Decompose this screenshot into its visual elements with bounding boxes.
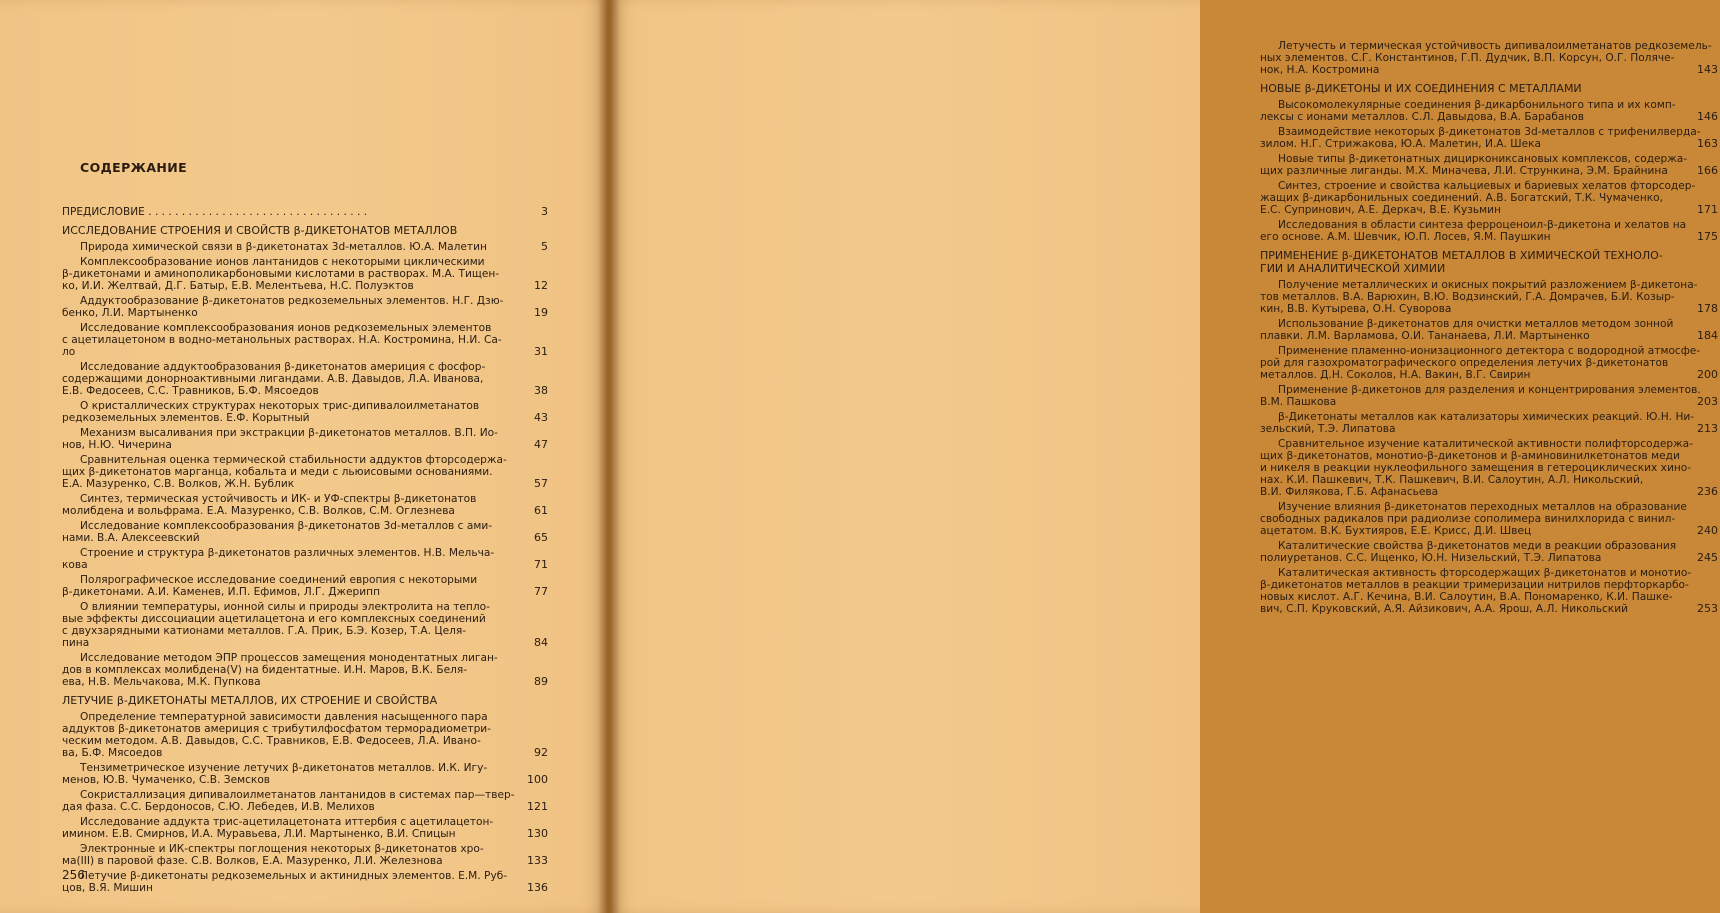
toc-right [1260,40,1720,618]
toc-entry [62,870,550,894]
toc-entry-line: Каталитическая активность фторсодержащих β-дикетонатов и монотио- [1278,567,1692,579]
toc-entry-line: В.М. Пашкова [1260,396,1337,408]
toc-entry-text [1260,126,1701,150]
toc-entry [62,241,550,253]
toc-entry-line: дая фаза. С.С. Бердоносов, С.Ю. Лебедев, И.В. Мелихов [62,801,375,813]
toc-entry-line: вые эффекты диссоциации ацетилацетона и его комплексных соединений [62,613,486,625]
toc-entry-line: нах. К.И. Пашкевич, Т.К. Пашкевич, В.И. Салоутин, А.Л. Никольский, [1260,474,1644,486]
toc-entry-line: зельский, Т.Э. Липатова [1260,423,1396,435]
toc-entry-line: β-дикетонами. А.И. Каменев, И.П. Ефимов, Л.Г. Джерипп [62,586,381,598]
toc-entry-line: Сравнительное изучение каталитической активности полифторсодержа- [1278,438,1693,450]
toc-entry-line: вич, С.П. Круковский, А.Я. Айзикович, А.А. Ярош, А.Л. Никольский [1260,603,1628,615]
toc-entry [1260,279,1720,315]
toc-entry-page: 65 [534,531,548,544]
toc-entry-line: Е.А. Мазуренко, С.В. Волков, Ж.Н. Бублик [62,478,295,490]
toc-entry-text [62,322,508,358]
toc-entry [1260,219,1720,243]
toc-entry-page: 166 [1697,164,1718,177]
toc-entry-text [1260,99,1678,123]
toc-entry-text [1260,384,1701,408]
toc-entry-line: Летучесть и термическая устойчивость дипивалоилметанатов редкоземель- [1278,40,1712,52]
toc-entry [1260,384,1720,408]
toc-entry [62,652,550,688]
toc-entry-text [62,762,508,786]
toc-entry [62,816,550,840]
toc-entry-page: 121 [527,800,548,813]
toc-entry-page: 3 [541,205,548,218]
toc-entry-line: Синтез, строение и свойства кальциевых и бариевых хелатов фторсодер- [1278,180,1696,192]
toc-entry-line: Природа химической связи в β-дикетонатах 3d-металлов. Ю.А. Малетин [80,241,487,253]
toc-entry-line: О влиянии температуры, ионной силы и природы электролита на тепло- [80,601,490,613]
toc-entry-line: имином. Е.В. Смирнов, И.А. Муравьева, Л.И. Мартыненко, В.И. Спицын [62,828,456,840]
toc-entry [62,789,550,813]
toc-entry-line: менов, Ю.В. Чумаченко, С.В. Земсков [62,774,271,786]
toc-entry-line: нов, Н.Ю. Чичерина [62,439,172,451]
toc-entry-line: Аддуктообразование β-дикетонатов редкоземельных элементов. Н.Г. Дзю- [80,295,504,307]
toc-entry-line: ацетатом. В.К. Бухтияров, Е.Е. Крисс, Д.И. Швец [1260,525,1532,537]
toc-entry-line: Исследование аддуктообразования β-дикетонатов америция с фосфор- [80,361,486,373]
section-heading [62,224,550,237]
toc-entry-line: Сокристаллизация дипивалоилметанатов лантанидов в системах пар—твер- [80,789,515,801]
toc-entry-line: плавки. Л.М. Варламова, О.И. Тананаева, Л.И. Мартыненко [1260,330,1590,342]
toc-entry-line: дов в комплексах молибдена(V) на бидентатные. И.Н. Маров, В.К. Беля- [62,664,468,676]
toc-entry-line: ческим методом. А.В. Давыдов, С.С. Травников, Е.В. Федосеев, Л.А. Ивано- [62,735,481,747]
section-heading [1260,249,1720,275]
toc-entry [62,256,550,292]
toc-entry-line: нами. В.А. Алексеевский [62,532,200,544]
toc-entry-line: В.И. Филякова, Г.Б. Афанасьева [1260,486,1439,498]
toc-entry-line: Комплексообразование ионов лантанидов с некоторыми циклическими [80,256,485,268]
toc-entry-page: 200 [1697,368,1718,381]
toc-entry-line: полиуретанов. С.С. Ищенко, Ю.Н. Низельский, Т.Э. Липатова [1260,552,1602,564]
toc-entry-line: Исследование комплексообразования β-дикетонатов 3d-металлов с ами- [80,520,493,532]
toc-entry-text [1260,438,1693,498]
toc-entry-page: 5 [541,240,548,253]
toc-entry-page: 43 [534,411,548,424]
toc-entry-text [62,295,508,319]
toc-entry-line: ва, Б.Ф. Мясоедов [62,747,163,759]
toc-entry-line: жащих β-дикарбонильных соединений. А.В. Богатский, Т.К. Чумаченко, [1260,192,1664,204]
toc-entry-page: 213 [1697,422,1718,435]
toc-entry-line: Получение металлических и окисных покрытий разложением β-дикетона- [1278,279,1698,291]
toc-entry-line: Механизм высаливания при экстракции β-дикетонатов металлов. В.П. Ио- [80,427,498,439]
toc-entry-line: ева, Н.В. Мельчакова, М.К. Пупкова [62,676,261,688]
toc-entry-text [1260,153,1688,177]
toc-entry [62,520,550,544]
toc-entry-text [62,256,508,292]
toc-entry-page: 146 [1697,110,1718,123]
toc-entry-text [62,520,508,544]
toc-entry-line: ных элементов. С.Г. Константинов, Г.П. Дудчик, В.П. Корсун, О.Г. Поляче- [1260,52,1675,64]
toc-entry-page: 100 [527,773,548,786]
toc-entry [62,762,550,786]
toc-entry [1260,438,1720,498]
toc-entry [1260,153,1720,177]
toc-entry-page: 84 [534,636,548,649]
section-heading [62,694,550,707]
toc-entry-line: Новые типы β-дикетонатных дициркониксановых комплексов, содержа- [1278,153,1688,165]
toc-entry-line: тов металлов. В.А. Варюхин, В.Ю. Водзинский, Г.А. Домрачев, Б.И. Козыр- [1260,291,1675,303]
page-number: 256 [62,868,85,882]
toc-entry-line: новых кислот. А.Г. Кечина, В.И. Салоутин, В.А. Пономаренко, К.И. Пашке- [1260,591,1673,603]
toc-entry-page: 240 [1697,524,1718,537]
section-title: ГИИ И АНАЛИТИЧЕСКОЙ ХИМИИ [1260,262,1446,275]
toc-entry-text [62,789,515,813]
toc-entry-text [62,711,508,759]
toc-entry-line: молибдена и вольфрама. Е.А. Мазуренко, С.В. Волков, С.М. Оглезнева [62,505,455,517]
toc-entry-line: рой для газохроматографического определения летучих β-дикетонатов [1260,357,1669,369]
section-title: ПРИМЕНЕНИЕ β-ДИКЕТОНАТОВ МЕТАЛЛОВ В ХИМИЧЕСКОЙ ТЕХНОЛО- [1260,249,1663,262]
toc-entry-text [1260,501,1687,537]
toc-entry-page: 171 [1697,203,1718,216]
toc-entry-text [1260,567,1692,615]
toc-entry-preface [62,206,550,218]
toc-entry-page: 143 [1697,63,1718,76]
toc-entry-line: Исследования в области синтеза ферроценоил-β-дикетона и хелатов на [1278,219,1687,231]
toc-entry [62,547,550,571]
toc-entry [1260,40,1720,76]
toc-entry [62,427,550,451]
toc-entry-line: нок, Н.А. Костромина [1260,64,1380,76]
toc-entry-text [1260,345,1701,381]
toc-entry-line: зилом. Н.Г. Стрижакова, Ю.А. Малетин, И.А. Шека [1260,138,1542,150]
contents-heading: СОДЕРЖАНИЕ [80,160,188,175]
toc-entry-page: 175 [1697,230,1718,243]
toc-left [62,206,550,897]
section-title: ЛЕТУЧИЕ β-ДИКЕТОНАТЫ МЕТАЛЛОВ, ИХ СТРОЕНИЕ И СВОЙСТВА [62,694,438,707]
toc-entry [62,574,550,598]
toc-entry-line: Каталитические свойства β-дикетонатов меди в реакции образования [1278,540,1677,552]
toc-entry-text [1260,540,1678,564]
toc-entry-line: Исследование комплексообразования ионов редкоземельных элементов [80,322,492,334]
toc-entry [62,295,550,319]
section-title: ИССЛЕДОВАНИЕ СТРОЕНИЯ И СВОЙСТВ β-ДИКЕТОНАТОВ МЕТАЛЛОВ [62,224,458,237]
toc-entry-text [62,870,508,894]
toc-entry-page: 92 [534,746,548,759]
right-page [612,0,1718,913]
toc-entry-line: Тензиметрическое изучение летучих β-дикетонатов металлов. И.К. Игу- [80,762,488,774]
toc-entry [62,400,550,424]
toc-entry-line: ма(III) в паровой фазе. С.В. Волков, Е.А. Мазуренко, Л.И. Железнова [62,855,443,867]
toc-entry-page: 133 [527,854,548,867]
toc-entry-line: Е.С. Супринович, А.Е. Деркач, В.Е. Кузьмин [1260,204,1501,216]
toc-entry-line: кин, В.В. Кутырева, О.Н. Суворова [1260,303,1452,315]
toc-entry-line: кова [62,559,88,571]
toc-entry-text [62,493,508,517]
toc-entry-line: ПРЕДИСЛОВИЕ . . . . . . . . . . . . . . . . . . . . . . . . . . . . . . . . . [62,206,368,218]
toc-entry-line: и никеля в реакции нуклеофильного замещения в гетероциклических хино- [1260,462,1692,474]
toc-entry-line: аддуктов β-дикетонатов америция с трибутилфосфатом терморадиометри- [62,723,491,735]
toc-entry-page: 47 [534,438,548,451]
toc-entry-text [1260,219,1687,243]
toc-entry-page: 61 [534,504,548,517]
toc-entry-line: щих различные лиганды. М.Х. Миначева, Л.И. Стрункина, Э.М. Брайнина [1260,165,1668,177]
toc-entry-line: ло [62,346,76,358]
toc-entry-line: Сравнительная оценка термической стабильности аддуктов фторсодержа- [80,454,507,466]
toc-entry-line: Е.В. Федосеев, С.С. Травников, Б.Ф. Мясоедов [62,385,319,397]
toc-entry-line: бенко, Л.И. Мартыненко [62,307,198,319]
toc-entry-line: Синтез, термическая устойчивость и ИК- и УФ-спектры β-дикетонатов [80,493,477,505]
toc-entry-line: Электронные и ИК-спектры поглощения некоторых β-дикетонатов хро- [80,843,484,855]
toc-entry-page: 71 [534,558,548,571]
toc-entry-line: Летучие β-дикетонаты редкоземельных и актинидных элементов. Е.М. Руб- [80,870,508,882]
toc-entry-line: Высокомолекулярные соединения β-дикарбонильного типа и их комп- [1278,99,1676,111]
toc-entry-line: Использование β-дикетонатов для очистки металлов методом зонной [1278,318,1674,330]
toc-entry [1260,180,1720,216]
toc-entry-page: 77 [534,585,548,598]
toc-entry-text [1260,411,1695,435]
toc-entry-line: щих β-дикетонатов марганца, кобальта и меди с льюисовыми основаниями. [62,466,493,478]
toc-entry-line: металлов. Д.Н. Соколов, Н.А. Вакин, В.Г. Свирин [1260,369,1531,381]
toc-entry-text [62,601,508,649]
toc-entry-line: ко, И.И. Желтвай, Д.Г. Батыр, Е.В. Мелентьева, Н.С. Полуэктов [62,280,414,292]
toc-entry-line: с ацетилацетоном в водно-метанольных растворах. Н.А. Костромина, Н.И. Са- [62,334,502,346]
toc-entry [1260,501,1720,537]
toc-entry-text [62,454,508,490]
toc-entry [62,493,550,517]
toc-entry-page: 57 [534,477,548,490]
toc-entry-text [62,241,508,253]
toc-entry-line: свободных радикалов при радиолизе сополимера винилхлорида с винил- [1260,513,1676,525]
toc-entry-line: Полярографическое исследование соединений европия с некоторыми [80,574,478,586]
toc-entry-page: 19 [534,306,548,319]
toc-entry-line: Применение пламенно-ионизационного детектора с водородной атмосфе- [1278,345,1701,357]
toc-entry-line: β-Дикетонаты металлов как катализаторы химических реакций. Ю.Н. Ни- [1278,411,1695,423]
toc-entry-text [1260,279,1698,315]
toc-entry-page: 38 [534,384,548,397]
toc-entry [62,322,550,358]
book-gutter [598,0,620,913]
toc-entry-line: щих β-дикетонатов, монотио-β-дикетонов и β-аминовинилкетонатов меди [1260,450,1680,462]
toc-entry-page: 163 [1697,137,1718,150]
toc-entry-text [62,816,508,840]
toc-entry-line: О кристаллических структурах некоторых трис-дипивалоилметанатов [80,400,480,412]
toc-entry-page: 130 [527,827,548,840]
toc-entry-line: лексы с ионами металлов. С.Л. Давыдова, В.А. Барабанов [1260,111,1585,123]
toc-entry-line: редкоземельных элементов. Е.Ф. Корытный [62,412,310,424]
toc-entry-text [1260,180,1696,216]
toc-entry-page: 184 [1697,329,1718,342]
section-heading [1260,82,1720,95]
toc-entry-page: 12 [534,279,548,292]
toc-entry-text [62,547,508,571]
toc-entry-line: его основе. А.М. Шевчик, Ю.П. Лосев, Я.М. Паушкин [1260,231,1551,243]
toc-entry-line: β-дикетонатов металлов в реакции тримеризации нитрилов перфторкарбо- [1260,579,1689,591]
toc-entry-line: Взаимодействие некоторых β-дикетонатов 3d-металлов с трифенилвердa- [1278,126,1701,138]
toc-entry-page: 31 [534,345,548,358]
toc-entry-line: Исследование методом ЭПР процессов замещения монодентатных лиган- [80,652,498,664]
toc-entry-line: содержащими донорноактивными лигандами. А.В. Давыдов, Л.А. Иванова, [62,373,484,385]
toc-entry-page: 236 [1697,485,1718,498]
toc-entry-text [62,652,508,688]
toc-entry [1260,99,1720,123]
toc-entry-text [62,427,508,451]
toc-entry [62,711,550,759]
toc-entry-line: Определение температурной зависимости давления насыщенного пара [80,711,488,723]
toc-entry [62,843,550,867]
toc-entry-page: 253 [1697,602,1718,615]
toc-entry-line: с двухзарядными катионами металлов. Г.А. Прик, Б.Э. Козер, Т.А. Целя- [62,625,467,637]
toc-entry [62,361,550,397]
toc-entry-line: β-дикетонами и аминополикарбоновыми кислотами в растворах. М.А. Тищен- [62,268,500,280]
toc-entry-line: Применение β-дикетонов для разделения и концентрирования элементов. [1278,384,1701,396]
toc-entry [1260,345,1720,381]
left-page [0,0,606,913]
toc-entry-page: 136 [527,881,548,894]
toc-entry-text [62,843,508,867]
toc-entry [1260,318,1720,342]
toc-entry-text [62,361,508,397]
toc-entry-line: цов, В.Я. Мишин [62,882,153,894]
toc-entry [62,454,550,490]
toc-entry-line: пина [62,637,90,649]
section-title: НОВЫЕ β-ДИКЕТОНЫ И ИХ СОЕДИНЕНИЯ С МЕТАЛЛАМИ [1260,82,1582,95]
toc-entry [1260,126,1720,150]
toc-entry-text [62,400,508,424]
toc-entry-text [1260,318,1678,342]
toc-entry-page: 178 [1697,302,1718,315]
toc-entry-page: 203 [1697,395,1718,408]
toc-entry-text [62,574,508,598]
toc-entry-line: Изучение влияния β-дикетонатов переходных металлов на образование [1278,501,1687,513]
toc-entry-page: 245 [1697,551,1718,564]
toc-entry-line: Строение и структура β-дикетонатов различных элементов. Н.В. Мельча- [80,547,495,559]
toc-entry [1260,567,1720,615]
toc-entry [1260,540,1720,564]
toc-entry-line: Исследование аддукта трис-ацетилацетоната иттербия с ацетилацетон- [80,816,494,828]
toc-entry [62,601,550,649]
toc-entry [1260,411,1720,435]
toc-entry-page: 89 [534,675,548,688]
